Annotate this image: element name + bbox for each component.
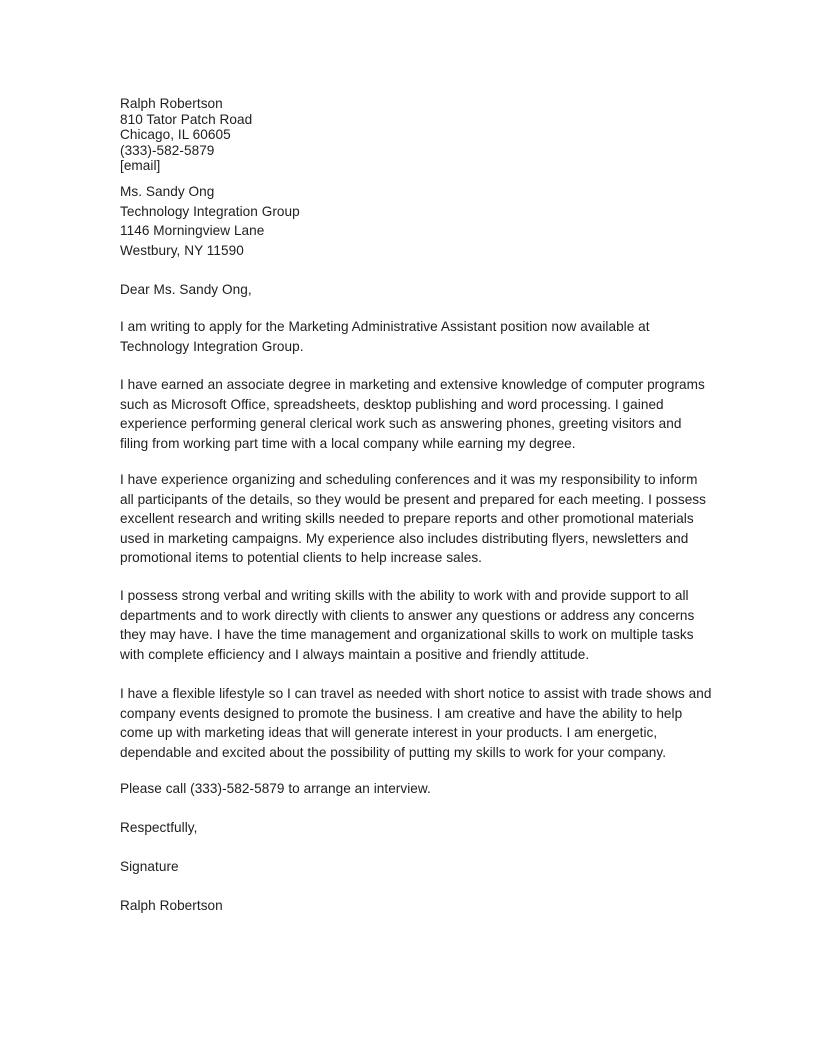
recipient-name: Ms. Sandy Ong <box>120 184 215 199</box>
salutation: Dear Ms. Sandy Ong, <box>120 282 252 297</box>
paragraph-line: I possess strong verbal and writing skills with the ability to work with and provide support to all <box>120 588 689 603</box>
recipient-city: Westbury, NY 11590 <box>120 242 244 258</box>
signature-placeholder: Signature <box>120 859 179 874</box>
sender-street: 810 Tator Patch Road <box>120 111 253 127</box>
paragraph-line: Technology Integration Group. <box>120 338 304 354</box>
paragraph-line: I have experience organizing and scheduling conferences and it was my responsibility to inform <box>120 472 698 487</box>
sender-email: [email] <box>120 158 161 173</box>
closing: Respectfully, <box>120 820 198 835</box>
paragraph-1 <box>120 317 720 356</box>
paragraph-line: departments and to work directly with clients to answer any questions or address any concerns <box>120 607 695 623</box>
paragraph-line: such as Microsoft Office, spreadsheets, desktop publishing and word processing. I gained <box>120 396 664 412</box>
paragraph-5 <box>120 684 720 762</box>
paragraph-3 <box>120 470 720 568</box>
signoff-name: Ralph Robertson <box>120 898 223 913</box>
sender-city: Chicago, IL 60605 <box>120 127 231 142</box>
paragraph-line: experience performing general clerical work such as answering phones, greeting visitors and <box>120 416 682 431</box>
paragraph-2 <box>120 375 720 453</box>
recipient-street: 1146 Morningview Lane <box>120 223 265 238</box>
paragraph-line: with complete efficiency and I always maintain a positive and friendly attitude. <box>120 646 590 662</box>
paragraph-line: all participants of the details, so they would be present and prepared for each meeting. I possess <box>120 491 706 507</box>
recipient-address-block <box>120 182 300 260</box>
paragraph-line: come up with marketing ideas that will generate interest in your products. I am energetic, <box>120 725 658 740</box>
call-to-action: Please call (333)-582-5879 to arrange an interview. <box>120 781 431 796</box>
paragraph-line: company events designed to promote the business. I am creative and have the ability to help <box>120 705 683 721</box>
paragraph-4 <box>120 586 720 664</box>
sender-phone: (333)-582-5879 <box>120 142 215 158</box>
paragraph-line: I have a flexible lifestyle so I can travel as needed with short notice to assist with trade shows and <box>120 686 712 701</box>
paragraph-line: I am writing to apply for the Marketing Administrative Assistant position now available at <box>120 319 650 334</box>
paragraph-line: they may have. I have the time management and organizational skills to work on multiple tasks <box>120 627 694 642</box>
sender-address-block <box>120 96 252 174</box>
paragraph-line: filing from working part time with a local company while earning my degree. <box>120 435 576 451</box>
paragraph-line: excellent research and writing skills needed to prepare reports and other promotional materials <box>120 511 694 526</box>
paragraph-line: dependable and excited about the possibility of putting my skills to work for your company. <box>120 744 667 760</box>
paragraph-line: I have earned an associate degree in marketing and extensive knowledge of computer programs <box>120 377 705 392</box>
paragraph-line: promotional items to potential clients to help increase sales. <box>120 550 483 565</box>
recipient-company: Technology Integration Group <box>120 203 300 219</box>
paragraph-line: used in marketing campaigns. My experience also includes distributing flyers, newsletters and <box>120 530 689 546</box>
sender-name: Ralph Robertson <box>120 96 223 111</box>
